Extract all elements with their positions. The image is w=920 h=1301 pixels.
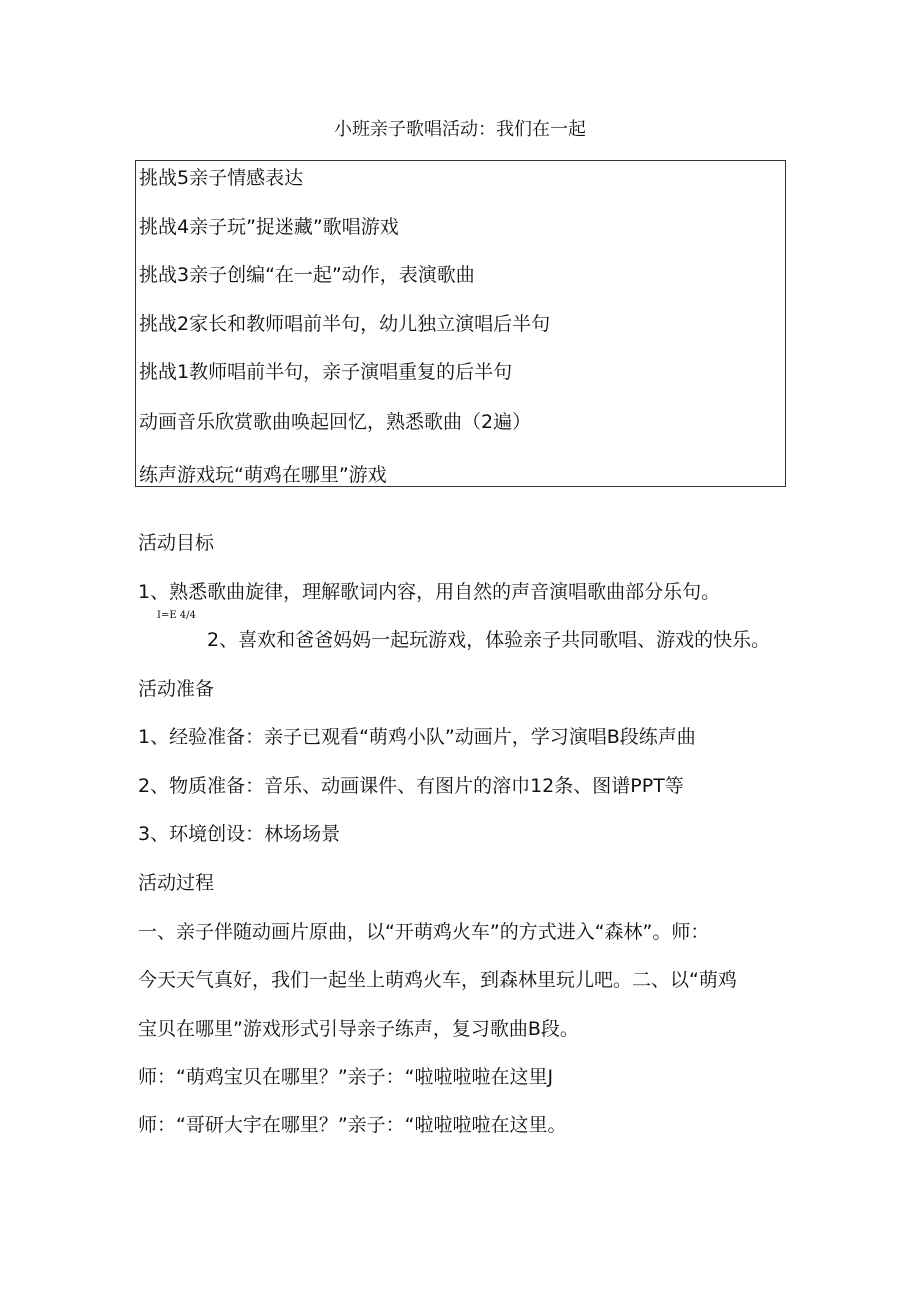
- document-title: 小班亲子歌唱活动：我们在一起: [334, 119, 586, 140]
- dialogue-line-1: 师：“萌鸡宝贝在哪里？”亲子：“啦啦啦啦在这里J: [138, 1066, 554, 1088]
- process-line-2: 今天天气真好，我们一起坐上萌鸡火车，到森林里玩儿吧。二、以“萌鸡: [138, 969, 737, 991]
- preparation-item-3: 3、环境创设：林场场景: [138, 823, 341, 845]
- challenge-item-1: 挑战1教师唱前半句，亲子演唱重复的后半句: [139, 361, 513, 383]
- vocal-warmup-item: 练声游戏玩“萌鸡在哪里”游戏: [139, 464, 387, 486]
- challenge-item-3: 挑战3亲子创编“在一起”动作，表演歌曲: [139, 264, 475, 286]
- challenge-item-2: 挑战2家长和教师唱前半句，幼儿独立演唱后半句: [139, 313, 551, 335]
- challenge-list-box: [135, 160, 786, 487]
- process-line-3: 宝贝在哪里”游戏形式引导亲子练声，复习歌曲B段。: [138, 1018, 579, 1040]
- process-heading: 活动过程: [138, 872, 215, 894]
- preparation-item-2: 2、物质准备：音乐、动画课件、有图片的溶巾12条、图谱PPT等: [138, 775, 684, 797]
- preparation-item-1: 1、经验准备：亲子已观看“萌鸡小队”动画片，学习演唱B段练声曲: [138, 726, 696, 748]
- goal-item-2: 2、喜欢和爸爸妈妈一起玩游戏，体验亲子共同歌唱、游戏的快乐。: [207, 629, 771, 651]
- key-signature-note: I=E 4/4: [157, 610, 196, 621]
- goals-heading: 活动目标: [138, 532, 215, 554]
- preparation-heading: 活动准备: [138, 678, 215, 700]
- goal-item-1: 1、熟悉歌曲旋律，理解歌词内容，用自然的声音演唱歌曲部分乐句。: [138, 581, 721, 603]
- dialogue-line-2: 师：“哥研大宇在哪里？”亲子：“啦啦啦啦在这里。: [138, 1114, 567, 1136]
- animation-appreciation-item: 动画音乐欣赏歌曲唤起回忆，熟悉歌曲（2遍）: [139, 411, 532, 433]
- process-line-1: 一、亲子伴随动画片原曲，以“开萌鸡火车”的方式进入“森林”。师：: [138, 921, 710, 943]
- challenge-item-4: 挑战4亲子玩”捉迷藏”歌唱游戏: [139, 216, 399, 238]
- challenge-item-5: 挑战5亲子情感表达: [139, 167, 304, 189]
